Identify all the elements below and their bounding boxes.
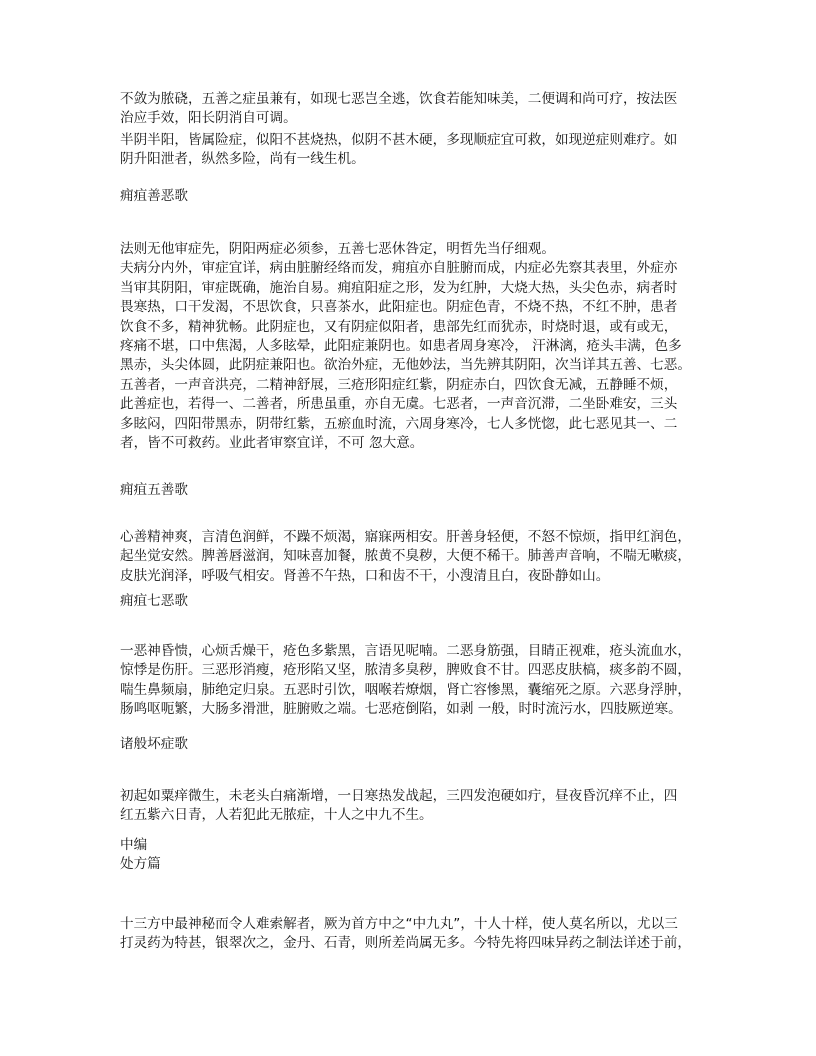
text-line: 多眩闷，四阳带黑赤，阴带红紫，五瘀血时流，六周身寒冷，七人多恍惚，此七恶见其一、二 xyxy=(120,415,678,432)
text-line: 皮肤光润泽，呼吸气相安。肾善不午热，口和齿不干，小溲清且白，夜卧静如山。 xyxy=(120,567,610,584)
text-line: 者，皆不可救药。业此者审察宜详，不可 忽大意。 xyxy=(120,435,424,452)
paragraph xyxy=(120,90,720,129)
text-line: 此善症也，若得一、二善者，所患虽重，亦自无虞。七恶者，一声音沉滞，二坐卧难安，三头 xyxy=(120,396,678,413)
text-line: 夫病分内外，审症宜详，病由脏腑经络而发，痈疽亦自脏腑而成，内症必先察其表里，外症亦 xyxy=(120,260,678,277)
paragraph xyxy=(120,787,720,826)
text-line: 半阴半阳，皆属险症，似阳不甚烧热，似阴不甚木硬，多现顺症宜可救，如现逆症则难疗。如 xyxy=(120,132,678,148)
text-line: 黑赤，头尖体圆，此阴症兼阳也。欲治外症，无他妙法，当先辨其阴阳，次当详其五善、七恶。 xyxy=(120,357,691,374)
text-line: 痈疽五善歌 xyxy=(120,482,188,498)
text-line: 痈疽七恶歌 xyxy=(120,593,188,609)
paragraph xyxy=(120,915,720,954)
text-line: 诸般坏症歌 xyxy=(120,736,188,752)
paragraph xyxy=(120,528,720,586)
section-heading xyxy=(120,481,720,500)
text-line: 肠鸣呕呃繁，大肠多滑泄，脏腑败之端。七恶疮倒陷，如剥 一般，时时流污水，四肢厥逆寒。 xyxy=(120,701,682,718)
text-line: 法则无他审症先，阴阳两症必须参，五善七恶休咎定，明哲先当仔细观。 xyxy=(120,241,555,257)
section-heading xyxy=(120,592,720,611)
paragraph xyxy=(120,642,720,720)
text-line: 治应手效，阳长阴消自可调。 xyxy=(120,110,297,127)
text-line: 处方篇 xyxy=(120,856,161,873)
text-line: 当审其阴阳，审症既确，施治自易。痈疽阳症之形，发为红肿，大烧大热，头尖色赤，病者时 xyxy=(120,279,678,296)
text-line: 阴升阳泄者，纵然多险，尚有一线生机。 xyxy=(120,151,365,168)
section-heading xyxy=(120,836,720,875)
text-line: 饮食不多，精神犹畅。此阴症也，又有阴症似阳者，患部先红而犹赤，时烧时退，或有或无， xyxy=(120,318,678,335)
paragraph xyxy=(120,131,720,170)
paragraph xyxy=(120,240,720,453)
text-line: 不敛为脓硗，五善之症虽兼有，如现七恶岂全逃，饮食若能知味美，二便调和尚可疗，按法医 xyxy=(120,91,678,107)
section-heading xyxy=(120,187,720,206)
text-line: 心善精神爽，言清色润鲜，不躁不烦渴，寤寐两相安。肝善身轻便，不怒不惊烦，指甲红润色， xyxy=(120,529,691,545)
text-line: 初起如粟痒微生，未老头白痛渐增，一日寒热发战起，三四发泡硬如疔，昼夜昏沉痒不止，四 xyxy=(120,788,678,804)
text-line: 红五紫六日青，人若犯此无脓症，十人之中九不生。 xyxy=(120,807,433,824)
text-line: 十三方中最神秘而令人难索解者，厥为首方中之“中九丸”，十人十样，使人莫名所以，尤以三 xyxy=(120,916,678,932)
text-line: 起坐觉安然。脾善唇滋润，知味喜加餐，脓黄不臭秽，大便不稀干。肺善声音响，不喘无嗽痰， xyxy=(120,548,691,565)
section-heading xyxy=(120,735,720,754)
text-line: 五善者，一声音洪亮，二精神舒展，三疮形阳症红紫，阴症赤白，四饮食无减，五静睡不烦， xyxy=(120,376,678,393)
text-line: 打灵药为特甚，银翠次之，金丹、石青，则所差尚属无多。今特先将四味异药之制法详述于前， xyxy=(120,935,691,952)
text-line: 一恶神昏愦，心烦舌燥干，疮色多紫黑，言语见呢喃。二恶身筋强，目睛正视难，疮头流血水， xyxy=(120,643,691,659)
text-line: 中编 xyxy=(120,837,148,853)
text-line: 痈疽善恶歌 xyxy=(120,188,188,204)
text-line: 喘生鼻频扇，肺绝定归泉。五恶时引饮，咽喉若燎烟，肾亡容惨黑，囊缩死之原。六恶身浮肿， xyxy=(120,681,691,698)
text-line: 畏寒热，口干发渴，不思饮食，只喜茶水，此阳症也。阴症色青，不烧不热，不红不肿，患者 xyxy=(120,299,678,316)
text-line: 惊悸是伤肝。三恶形消瘦，疮形陷又坚，脓清多臭秽，脾败食不甘。四恶皮肤槁，痰多韵不圆， xyxy=(120,662,691,679)
text-line: 疼痛不堪，口中焦渴，人多眩晕，此阳症兼阴也。如患者周身寒冷， 汗淋漓，疮头丰满，色多 xyxy=(120,338,682,355)
